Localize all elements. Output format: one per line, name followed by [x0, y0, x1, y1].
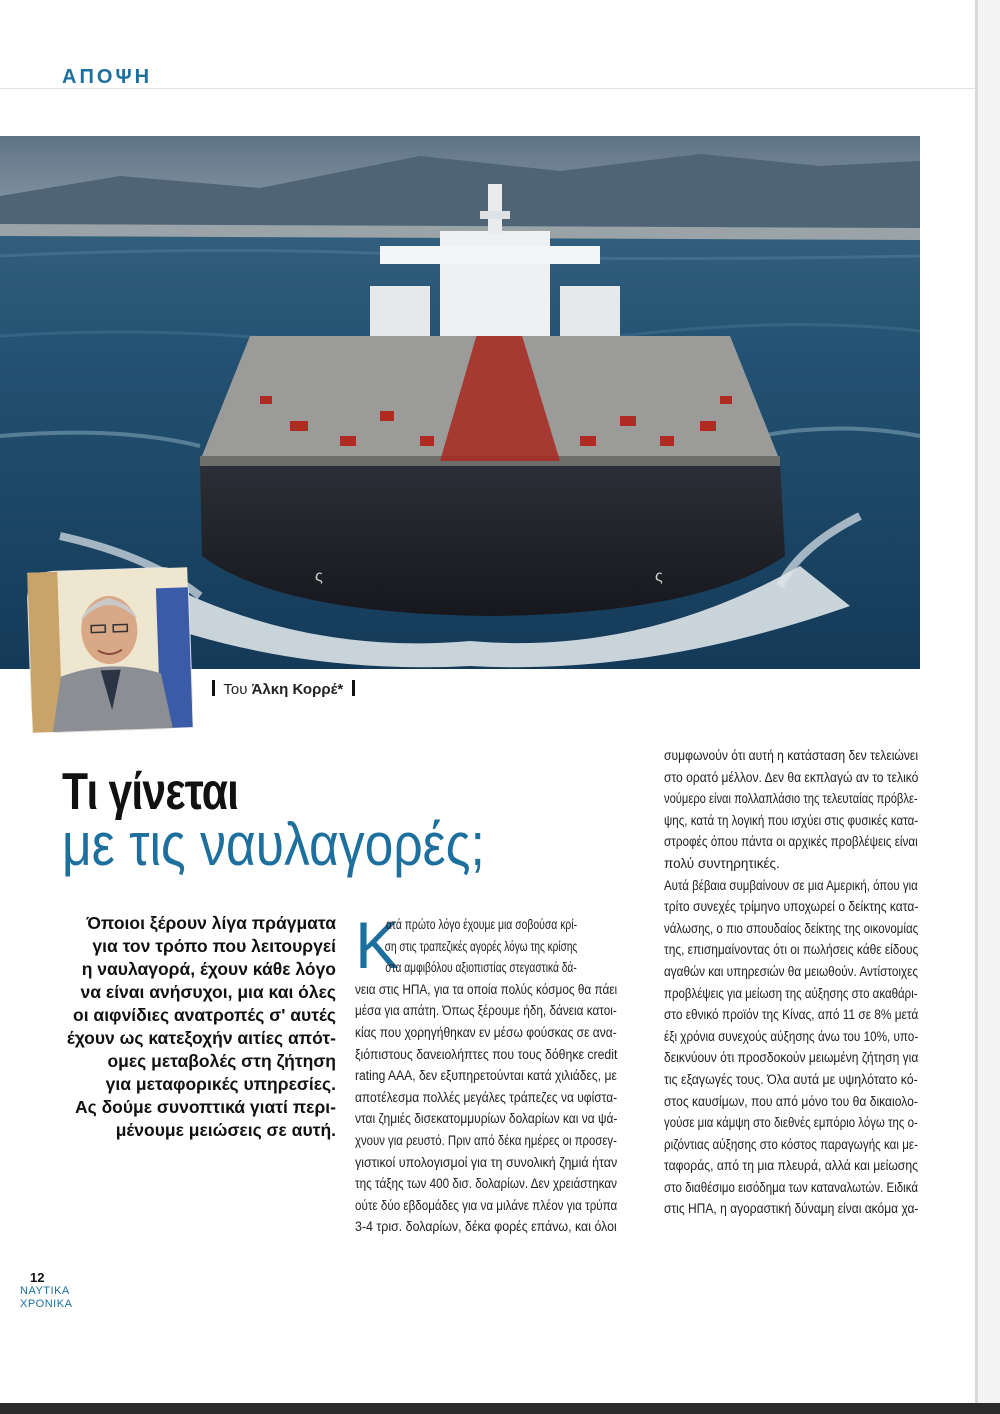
- body-line: γιστικοί υπολογισμοί για τη συνολική ζημιά ήταν: [355, 1154, 618, 1170]
- lede-line: μένουμε μειώσεις σε αυτή.: [115, 1120, 336, 1140]
- lede-line: Ας δούμε συνοπτικά γιατί περι-: [74, 1097, 336, 1117]
- body-line: έξι χρόνια συνεχούς αύξησης άνω του 10%, υπο-: [664, 1028, 919, 1044]
- body-line: συμφωνούν ότι αυτή η κατάσταση δεν τελειώνει: [664, 748, 919, 763]
- body-line: της τάξης των 400 δισ. δολαρίων. Δεν χρειάστηκαν: [355, 1176, 617, 1192]
- lede-line: ομες μεταβολές στη ζήτηση: [107, 1051, 336, 1071]
- page-margin-scan: [978, 0, 1000, 1414]
- body-line: ριζόντιας αύξησης στο κόστος παραγωγής και με-: [664, 1136, 918, 1152]
- byline-author: Άλκη Κορρέ*: [251, 681, 344, 698]
- lede-line: για τον τρόπο που λειτουργεί: [92, 936, 336, 956]
- body-line: μέσα για απάτη. Όπως ξέρουμε ήδη, δάνεια κατοι-: [355, 1003, 617, 1019]
- body-line: κίας που χορηγήθηκαν εν μέσω φούσκας σε ανα-: [355, 1024, 617, 1040]
- section-label: ΑΠΟΨΗ: [62, 66, 153, 88]
- body-line: νούμερο είναι πολλαπλάσιο της τελευταίας πρόβλε-: [664, 791, 918, 807]
- body-line: αγαθών και υπηρεσιών θα μειωθούν. Αντίστοιχες: [664, 963, 919, 979]
- svg-text:ς: ς: [315, 568, 323, 585]
- body-line: ση στις τραπεζικές αγορές λόγω της κρίσης: [384, 938, 578, 954]
- body-line: χνουν για ρευστό. Πριν από δέκα ημέρες οι προσεγ-: [355, 1132, 617, 1148]
- scan-bottom-edge: [0, 1403, 1000, 1414]
- author-portrait: [27, 567, 192, 732]
- body-line: δεικνύουν ότι προσδοκούν μειωμένη ζήτηση για: [664, 1050, 919, 1066]
- drop-cap: Κ: [355, 908, 400, 982]
- body-line: ψης, κατά τη λογική που ισχύει στις φυσικές κατα-: [664, 812, 919, 828]
- header-rule: [0, 88, 975, 89]
- body-line: στο ορατό μέλλον. Δεν θα εκπλαγώ αν το τελικό: [664, 769, 919, 785]
- body-column-2: [664, 745, 918, 1220]
- body-line: νεια στις ΗΠΑ, για τα οποία πολύς κόσμος θα πάει: [355, 981, 618, 997]
- body-line: ατά πρώτο λόγο έχουμε μια σοβούσα κρί-: [385, 917, 578, 932]
- body-line: στο διαθέσιμο εισόδημα των καταναλωτών. Ειδικά: [664, 1179, 918, 1195]
- body-line: της, επισημαίνοντας ότι οι πωλήσεις κάθε είδους: [664, 942, 919, 958]
- body-line: γούσε μια κάμψη στο διεθνές εμπόριο λόγω της ο-: [664, 1115, 918, 1131]
- body-line: Αυτά βέβαια συμβαίνουν σε μια Αμερική, όπου για: [664, 877, 918, 893]
- body-line: 3-4 τρισ. δολαρίων, δέκα φορές επάνω, και όλοι: [355, 1219, 617, 1235]
- body-line: στις ΗΠΑ, η αγοραστική δύναμη είναι ακόμα χα-: [664, 1201, 919, 1217]
- body-line: αποτέλεσμα πολλές μεγάλες τράπεζες να υφίστα-: [355, 1089, 618, 1105]
- body-line: ούτε δύο εβδομάδες για να μιλάνε πλέον για τρύπα: [355, 1197, 618, 1213]
- body-column-1: [355, 908, 618, 1238]
- lede-line: οι αιφνίδιες ανατροπές σ' αυτές: [73, 1005, 336, 1025]
- body-line: ταφοράς, από τη μια πλευρά, αλλά και μείωσης: [664, 1158, 918, 1174]
- magazine-name-line1: ΝΑΥΤΙΚΑ: [20, 1285, 70, 1297]
- lede-line: Όποιοι ξέρουν λίγα πράγματα: [86, 913, 336, 933]
- byline-prefix: Του: [223, 681, 248, 698]
- body-line: τις εξαγωγές τους. Όλα αυτά με υψηλότατο κό-: [664, 1071, 918, 1087]
- article-title-line1: Τι γίνεται: [62, 763, 239, 821]
- body-line: νάλωσης, ο πιο σπουδαίος δείκτης της οικονομίας: [664, 920, 919, 936]
- page-number: 12: [30, 1270, 45, 1285]
- lede-line: να είναι ανήσυχοι, μια και όλες: [80, 982, 336, 1002]
- lede-line: για μεταφορικές υπηρεσίες.: [105, 1074, 336, 1094]
- body-line: στο εθνικό προϊόν της Κίνας, από 11 σε 8% μετά: [664, 1007, 919, 1023]
- svg-text:ς: ς: [655, 568, 663, 585]
- body-line: ξιόπιστους δανειολήπτες που τους δόθηκε credit: [355, 1046, 618, 1062]
- body-line: στροφές όπου πάντα οι αρχικές προβλέψεις είναι: [664, 834, 918, 850]
- body-line: στος καυσίμων, που από μόνο του θα δικαιολο-: [664, 1093, 918, 1109]
- body-line: τρίτο συνεχές τρίμηνο υποχωρεί ο δείκτης κατα-: [664, 899, 919, 915]
- body-line: στα αμφιβόλου αξιοπιστίας στεγαστικά δά-: [385, 960, 577, 976]
- byline: [212, 680, 355, 698]
- body-line: rating AAA, δεν εξυπηρετούνται κατά χιλιάδες, με: [355, 1068, 617, 1084]
- magazine-name-line2: ΧΡΟΝΙΚΑ: [20, 1298, 73, 1310]
- body-line: νται ζημιές δισεκατομμυρίων δολαρίων και να ψά-: [355, 1111, 618, 1127]
- body-line: προβλέψεις για μείωση της αύξησης στο ακαθάρι-: [664, 985, 918, 1001]
- byline-bar-right: [352, 680, 355, 696]
- lede-line: έχουν ως κατεξοχήν αιτίες απότ-: [66, 1028, 336, 1048]
- body-line: πολύ συντηρητικές.: [664, 855, 780, 871]
- byline-bar-left: [212, 680, 215, 696]
- lede-line: η ναυλαγορά, έχουν κάθε λόγο: [81, 959, 336, 979]
- article-title-line2: με τις ναυλαγορές;: [62, 811, 485, 878]
- article-lede: [62, 912, 336, 1142]
